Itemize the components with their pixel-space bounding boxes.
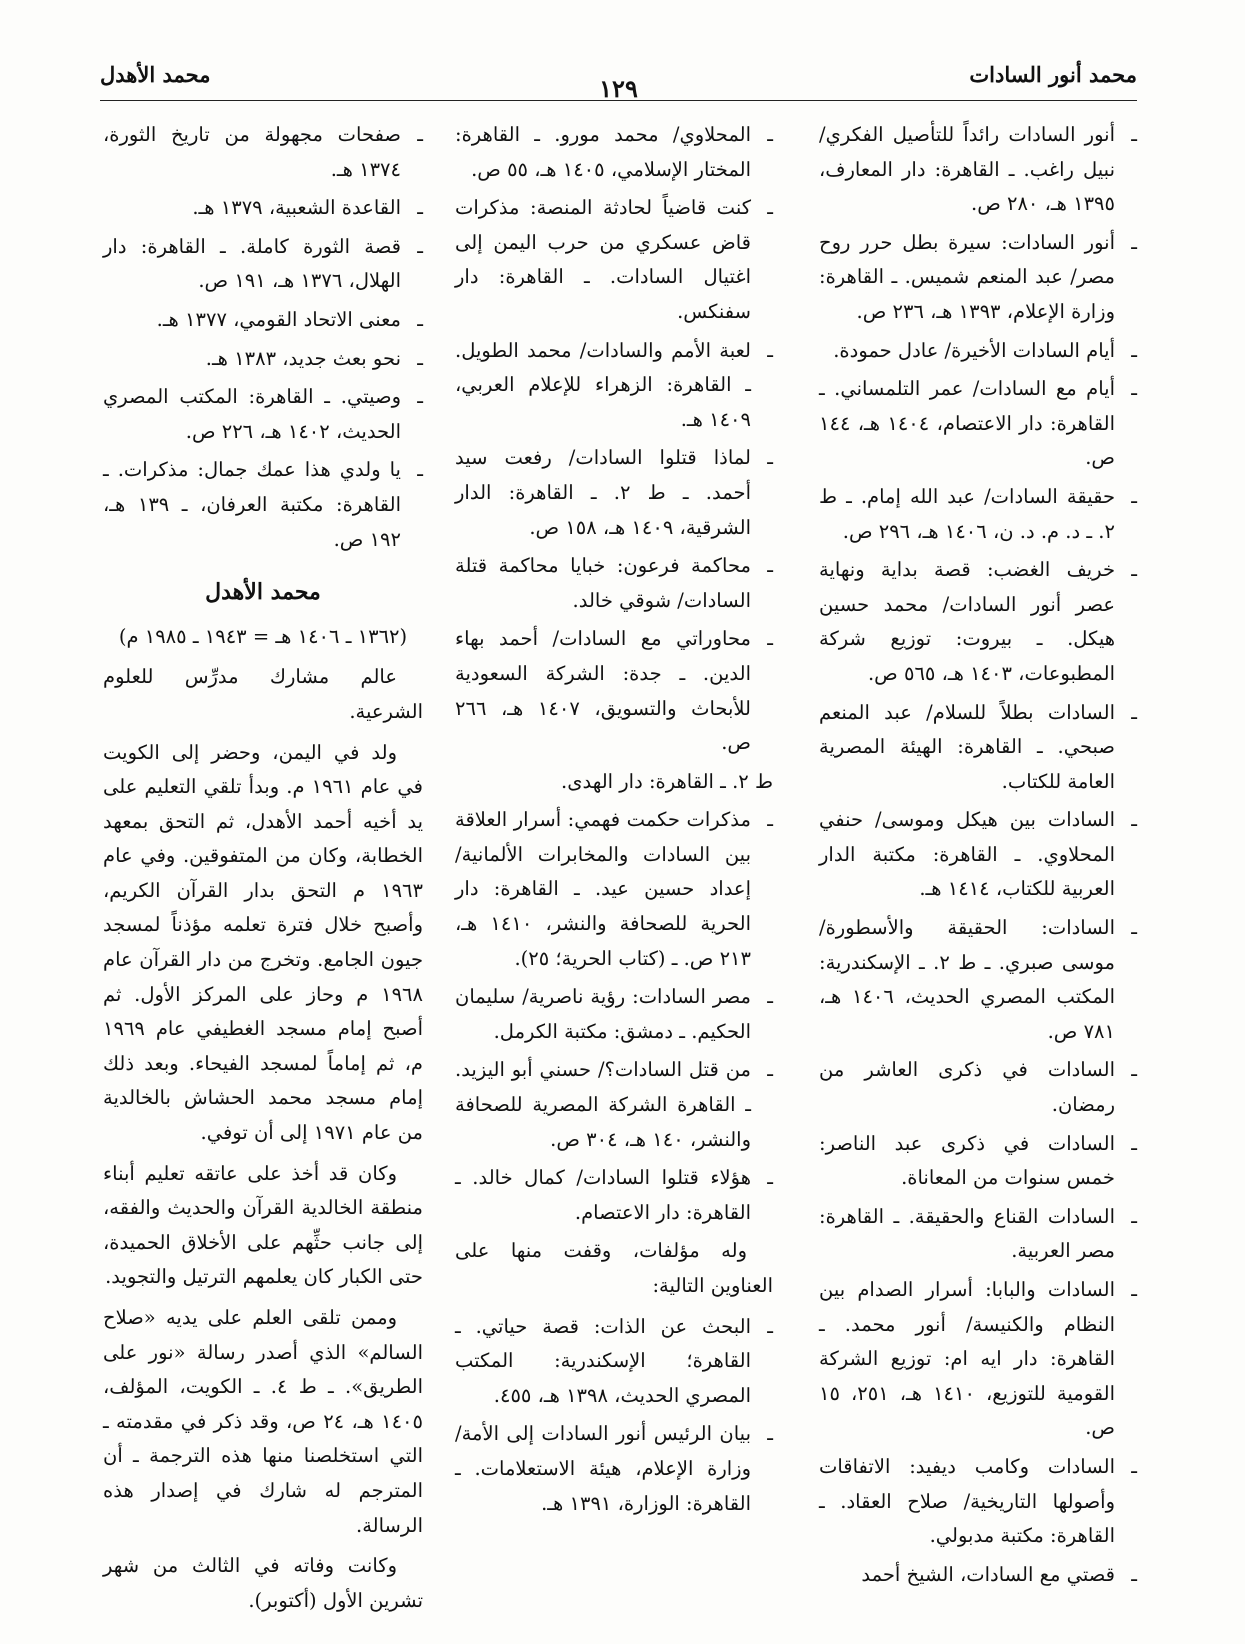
- biography-dates: (١٣٦٢ ـ ١٤٠٦ هـ = ١٩٤٣ ـ ١٩٨٥ م): [118, 624, 408, 648]
- biography-paragraph: عالم مشارك مدرِّس للعلوم الشرعية.: [103, 665, 423, 723]
- bib-entry: ـ مصر السادات: رؤية ناصرية/ سليمان الحكيم. ـ دمشق: مكتبة الكرمل.: [455, 980, 773, 1049]
- bib-entry: ـ البحث عن الذات: قصة حياتي. ـ القاهرة؛ الإسكندرية: المكتب المصري الحديث، ١٣٩٨ هـ، ٤٥٥.: [455, 1310, 773, 1414]
- biography-heading: محمد الأهدل: [205, 579, 321, 606]
- bib-entry: ـ السادات في ذكرى العاشر من رمضان.: [819, 1053, 1137, 1122]
- bib-entry: ـ صفحات مجهولة من تاريخ الثورة، ١٣٧٤ هـ.: [103, 118, 423, 187]
- bib-entry: ـ محاوراتي مع السادات/ أحمد بهاء الدين. ـ جدة: الشركة السعودية للأبحاث والتسويق، ١٤٠٧ هـ، ٢٦٦ ص.: [455, 622, 773, 760]
- bib-entry: ـ السادات: الحقيقة والأسطورة/ موسى صبري. ـ ط ٢. ـ الإسكندرية: المكتب المصري الحديث، ١٤٠٦ هـ، ٧٨١ ص.: [819, 911, 1137, 1049]
- bib-entry: ـ السادات القناع والحقيقة. ـ القاهرة: مصر العربية.: [819, 1200, 1137, 1269]
- bib-entry: ـ السادات وكامب ديفيد: الاتفاقات وأصولها التاريخية/ صلاح العقاد. ـ القاهرة: مكتبة مدبولي.: [819, 1450, 1137, 1554]
- bib-entry: ـ نحو بعث جديد، ١٣٨٣ هـ.: [103, 342, 423, 377]
- bib-entry-continued: ـ المحلاوي/ محمد مورو. ـ القاهرة: المختار الإسلامي، ١٤٠٥ هـ، ٥٥ ص.: [455, 118, 773, 187]
- bib-entry: ـ وصيتي. ـ القاهرة: المكتب المصري الحديث، ١٤٠٢ هـ، ٢٢٦ ص.: [103, 380, 423, 449]
- biography-paragraph: ولد في اليمن، وحضر إلى الكويت في عام ١٩٦١ م. وبدأ تلقي التعليم على يد أخيه أحمد الأهدل، ثم التحق بمعهد الخطابة، وكان من المتفوقين. وفي عام ١٩٦٣ م التحق بدار القرآن الكريم، وأصبح خلال فترة تعلمه مؤذناً لمسجد جيون الجامع. وتخرج من دار القرآن عام ١٩٦٨ م وحاز على المركز الأول. ثم أصبح إمام مسجد الغطيفي عام ١٩٦٩ م، ثم إماماً لمسجد الفيحاء. وبعد ذلك إمام مسجد محمد الحشاش بالخالدية من عام ١٩٧١ إلى أن توفي.: [103, 740, 423, 1145]
- biography-paragraph: وكانت وفاته في الثالث من شهر تشرين الأول (أكتوبر).: [103, 1554, 423, 1612]
- bib-entry: ـ أنور السادات: سيرة بطل حرر روح مصر/ عبد المنعم شميس. ـ القاهرة: وزارة الإعلام، ١٣٩٣ هـ، ٢٣٦ ص.: [819, 226, 1137, 330]
- bib-entry: ـ محاكمة فرعون: خبايا محاكمة قتلة السادات/ شوقي خالد.: [455, 549, 773, 618]
- bib-entry: ـ قصتي مع السادات، الشيخ أحمد: [819, 1558, 1137, 1593]
- bib-entry: ـ أنور السادات رائداً للتأصيل الفكري/ نبيل راغب. ـ القاهرة: دار المعارف، ١٣٩٥ هـ، ٢٨٠ ص.: [819, 118, 1137, 222]
- bib-entry: ـ هؤلاء قتلوا السادات/ كمال خالد. ـ القاهرة: دار الاعتصام.: [455, 1161, 773, 1230]
- biography-paragraph: وممن تلقى العلم على يديه «صلاح السالم» الذي أصدر رسالة «نور على الطريق». ـ ط ٤. ـ الكويت، المؤلف، ١٤٠٥ هـ، ٢٤ ص، وقد ذكر في مقدمته ـ التي استخلصنا منها هذه الترجمة ـ أن المترجم له شارك في إصدار هذه الرسالة.: [103, 1306, 423, 1537]
- bib-entry: ـ السادات بطلاً للسلام/ عبد المنعم صبحي. ـ القاهرة: الهيئة المصرية العامة للكتاب.: [819, 696, 1137, 800]
- bib-edition-note: ط ٢. ـ القاهرة: دار الهدى.: [561, 769, 773, 793]
- column-middle: [455, 118, 773, 1604]
- page-header: [100, 60, 1137, 101]
- bib-entry: ـ السادات في ذكرى عبد الناصر: خمس سنوات من المعاناة.: [819, 1127, 1137, 1196]
- column-right: [819, 118, 1137, 1604]
- bib-entry: ـ أيام السادات الأخيرة/ عادل حمودة.: [819, 334, 1137, 369]
- column-left: [103, 118, 423, 1612]
- bib-entry: ـ لعبة الأمم والسادات/ محمد الطويل. ـ القاهرة: الزهراء للإعلام العربي، ١٤٠٩ هـ.: [455, 334, 773, 438]
- running-title-right: محمد أنور السادات: [969, 62, 1137, 87]
- bib-entry: ـ السادات والبابا: أسرار الصدام بين النظام والكنيسة/ أنور محمد. ـ القاهرة: دار ايه ام: توزيع الشركة القومية للتوزيع، ١٤١٠ هـ، ٢٥١، ١٥ ص.: [819, 1273, 1137, 1446]
- biography-paragraph: وكان قد أخذ على عاتقه تعليم أبناء منطقة الخالدية القرآن والحديث والفقه، إلى جانب حثِّهم على الأخلاق الحميدة، حتى الكبار كان يعلمهم الترتيل والتجويد.: [103, 1161, 423, 1289]
- page-number: ١٢٩: [599, 74, 638, 103]
- bib-entry: ـ معنى الاتحاد القومي، ١٣٧٧ هـ.: [103, 303, 423, 338]
- bib-entry: ـ مذكرات حكمت فهمي: أسرار العلاقة بين السادات والمخابرات الألمانية/ إعداد حسين عيد. ـ القاهرة: دار الحرية للصحافة والنشر، ١٤١٠ هـ، ٢١٣ ص. ـ (كتاب الحرية؛ ٢٥).: [455, 803, 773, 976]
- bib-entry: ـ بيان الرئيس أنور السادات إلى الأمة/ وزارة الإعلام، هيئة الاستعلامات. ـ القاهرة: الوزارة، ١٣٩١ هـ.: [455, 1417, 773, 1521]
- bib-entry: ـ أيام مع السادات/ عمر التلمساني. ـ القاهرة: دار الاعتصام، ١٤٠٤ هـ، ١٤٤ ص.: [819, 372, 1137, 476]
- bib-entry: ـ كنت قاضياً لحادثة المنصة: مذكرات قاض عسكري من حرب اليمن إلى اغتيال السادات. ـ القاهرة: دار سفنكس.: [455, 191, 773, 329]
- works-intro: وله مؤلفات، وقفت منها على العناوين التالية:: [455, 1239, 773, 1297]
- bib-entry: ـ السادات بين هيكل وموسى/ حنفي المحلاوي. ـ القاهرة: مكتبة الدار العربية للكتاب، ١٤١٤ هـ.: [819, 803, 1137, 907]
- bib-entry: ـ حقيقة السادات/ عبد الله إمام. ـ ط ٢. ـ د. م. د. ن، ١٤٠٦ هـ، ٢٩٦ ص.: [819, 480, 1137, 549]
- bib-entry: ـ خريف الغضب: قصة بداية ونهاية عصر أنور السادات/ محمد حسين هيكل. ـ بيروت: توزيع شركة المطبوعات، ١٤٠٣ هـ، ٥٦٥ ص.: [819, 553, 1137, 691]
- bib-entry: ـ لماذا قتلوا السادات/ رفعت سيد أحمد. ـ ط ٢. ـ القاهرة: الدار الشرقية، ١٤٠٩ هـ، ١٥٨ ص.: [455, 441, 773, 545]
- bib-entry: ـ من قتل السادات؟/ حسني أبو اليزيد. ـ القاهرة الشركة المصرية للصحافة والنشر، ١٤٠ هـ، ٣٠٤ ص.: [455, 1053, 773, 1157]
- bib-entry: ـ القاعدة الشعبية، ١٣٧٩ هـ.: [103, 191, 423, 226]
- running-title-left: محمد الأهدل: [100, 62, 211, 87]
- bib-entry: ـ قصة الثورة كاملة. ـ القاهرة: دار الهلال، ١٣٧٦ هـ، ١٩١ ص.: [103, 230, 423, 299]
- bib-entry: ـ يا ولدي هذا عمك جمال: مذكرات. ـ القاهرة: مكتبة العرفان، ـ ١٣٩ هـ، ١٩٢ ص.: [103, 453, 423, 557]
